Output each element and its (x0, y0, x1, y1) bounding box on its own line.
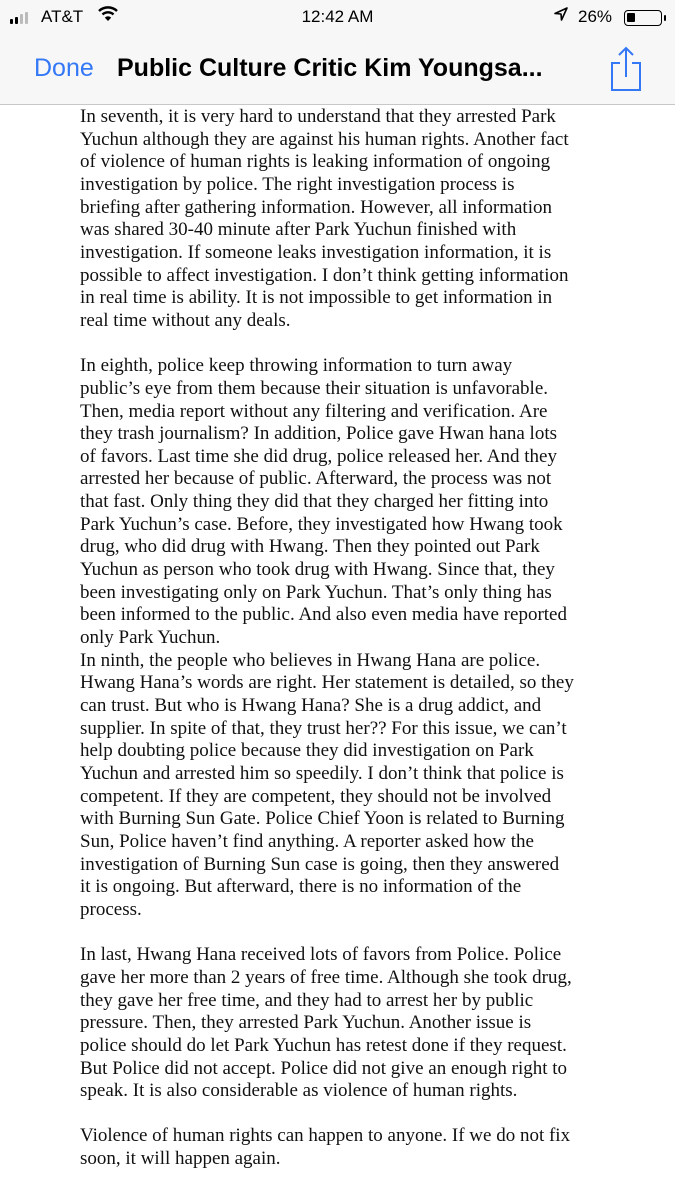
top-bar (0, 0, 675, 105)
text-line: police should do let Park Yuchun has retest done if they request. (80, 1034, 567, 1056)
location-arrow-icon (553, 6, 569, 27)
page-title: Public Culture Critic Kim Youngsa... (117, 54, 543, 82)
text-line: of favors. Last time she did drug, police released her. And they (80, 445, 557, 467)
text-line: process. (80, 898, 142, 920)
text-line: Sun, Police haven’t find anything. A reporter asked how the (80, 830, 534, 852)
text-line: Violence of human rights can happen to anyone. If we do not fix (80, 1125, 571, 1147)
text-line: In eighth, police keep throwing information to turn away (80, 355, 513, 377)
text-line: in real time is ability. It is not impossible to get information in (80, 287, 553, 309)
text-line: Yuchun although they are against his human rights. Another fact (80, 128, 569, 150)
text-line: help doubting police because they did investigation on Park (80, 740, 534, 762)
battery-icon (624, 10, 662, 26)
paragraph-gap (80, 922, 660, 945)
text-line: real time without any deals. (80, 309, 291, 331)
text-line: possible to affect investigation. I don’t think getting information (80, 264, 569, 286)
text-line: Then, media report without any filtering and verification. Are (80, 400, 548, 422)
text-line: speak. It is also considerable as violence of human rights. (80, 1080, 518, 1102)
text-line: supplier. In spite of that, they trust her?? For this issue, we can’t (80, 717, 567, 739)
text-line: Yuchun and arrested him so speedily. I don’t think that police is (80, 763, 564, 785)
article-body (80, 106, 660, 1171)
paragraph (80, 1125, 660, 1170)
text-line: investigation by police. The right investigation process is (80, 173, 515, 195)
paragraph-gap (80, 333, 660, 356)
text-line: pressure. Then, they arrested Park Yuchun. Another issue is (80, 1012, 532, 1034)
text-line: soon, it will happen again. (80, 1148, 281, 1170)
text-line: been investigating only on Park Yuchun. That’s only thing has (80, 581, 552, 603)
text-line: drug, who did drug with Hwang. Then they pointed out Park (80, 536, 540, 558)
text-line: In ninth, the people who believes in Hwang Hana are police. (80, 649, 541, 671)
text-line: competent. If they are competent, they should not be involved (80, 785, 552, 807)
share-icon[interactable] (608, 46, 644, 92)
text-line: arrested her because of public. Afterward, the process was not (80, 468, 552, 490)
text-line: that fast. Only thing they did that they charged her fitting into (80, 491, 549, 513)
text-line: was shared 30-40 minute after Park Yuchun finished with (80, 219, 517, 241)
done-button[interactable]: Done (34, 54, 94, 82)
text-line: been informed to the public. And also even media have reported (80, 604, 567, 626)
text-line: can trust. But who is Hwang Hana? She is a drug addict, and (80, 695, 542, 717)
paragraph (80, 106, 660, 333)
text-line: But Police did not accept. Police did not give an enough right to (80, 1057, 568, 1079)
text-line: only Park Yuchun. (80, 627, 221, 649)
text-line: with Burning Sun Gate. Police Chief Yoon is related to Burning (80, 808, 565, 830)
clock: 12:42 AM (301, 7, 374, 26)
text-line: In seventh, it is very hard to understand that they arrested Park (80, 106, 556, 127)
text-line: In last, Hwang Hana received lots of favors from Police. Police (80, 944, 562, 966)
text-line: Hwang Hana’s words are right. Her statement is detailed, so they (80, 672, 574, 694)
paragraph (80, 355, 660, 921)
text-line: public’s eye from them because their situation is unfavorable. (80, 377, 548, 399)
text-line: they gave her free time, and they had to arrest her by public (80, 989, 534, 1011)
carrier-label: AT&T (41, 7, 84, 26)
text-line: briefing after gathering information. However, all information (80, 196, 552, 218)
text-line: it is ongoing. But afterward, there is no information of the (80, 876, 522, 898)
text-line: of violence of human rights is leaking information of ongoing (80, 151, 551, 173)
text-line: Yuchun as person who took drug with Hwang. Since that, they (80, 559, 555, 581)
status-bar (0, 6, 675, 30)
paragraph (80, 944, 660, 1103)
text-line: Park Yuchun’s case. Before, they investigated how Hwang took (80, 513, 563, 535)
paragraph-gap (80, 1103, 660, 1126)
text-line: gave her more than 2 years of free time. Although she took drug, (80, 966, 572, 988)
battery-percent: 26% (578, 7, 613, 26)
text-line: they trash journalism? In addition, Police gave Hwan hana lots (80, 423, 557, 445)
text-line: investigation of Burning Sun case is going, then they answered (80, 853, 560, 875)
text-line: investigation. If someone leaks investigation information, it is (80, 241, 552, 263)
